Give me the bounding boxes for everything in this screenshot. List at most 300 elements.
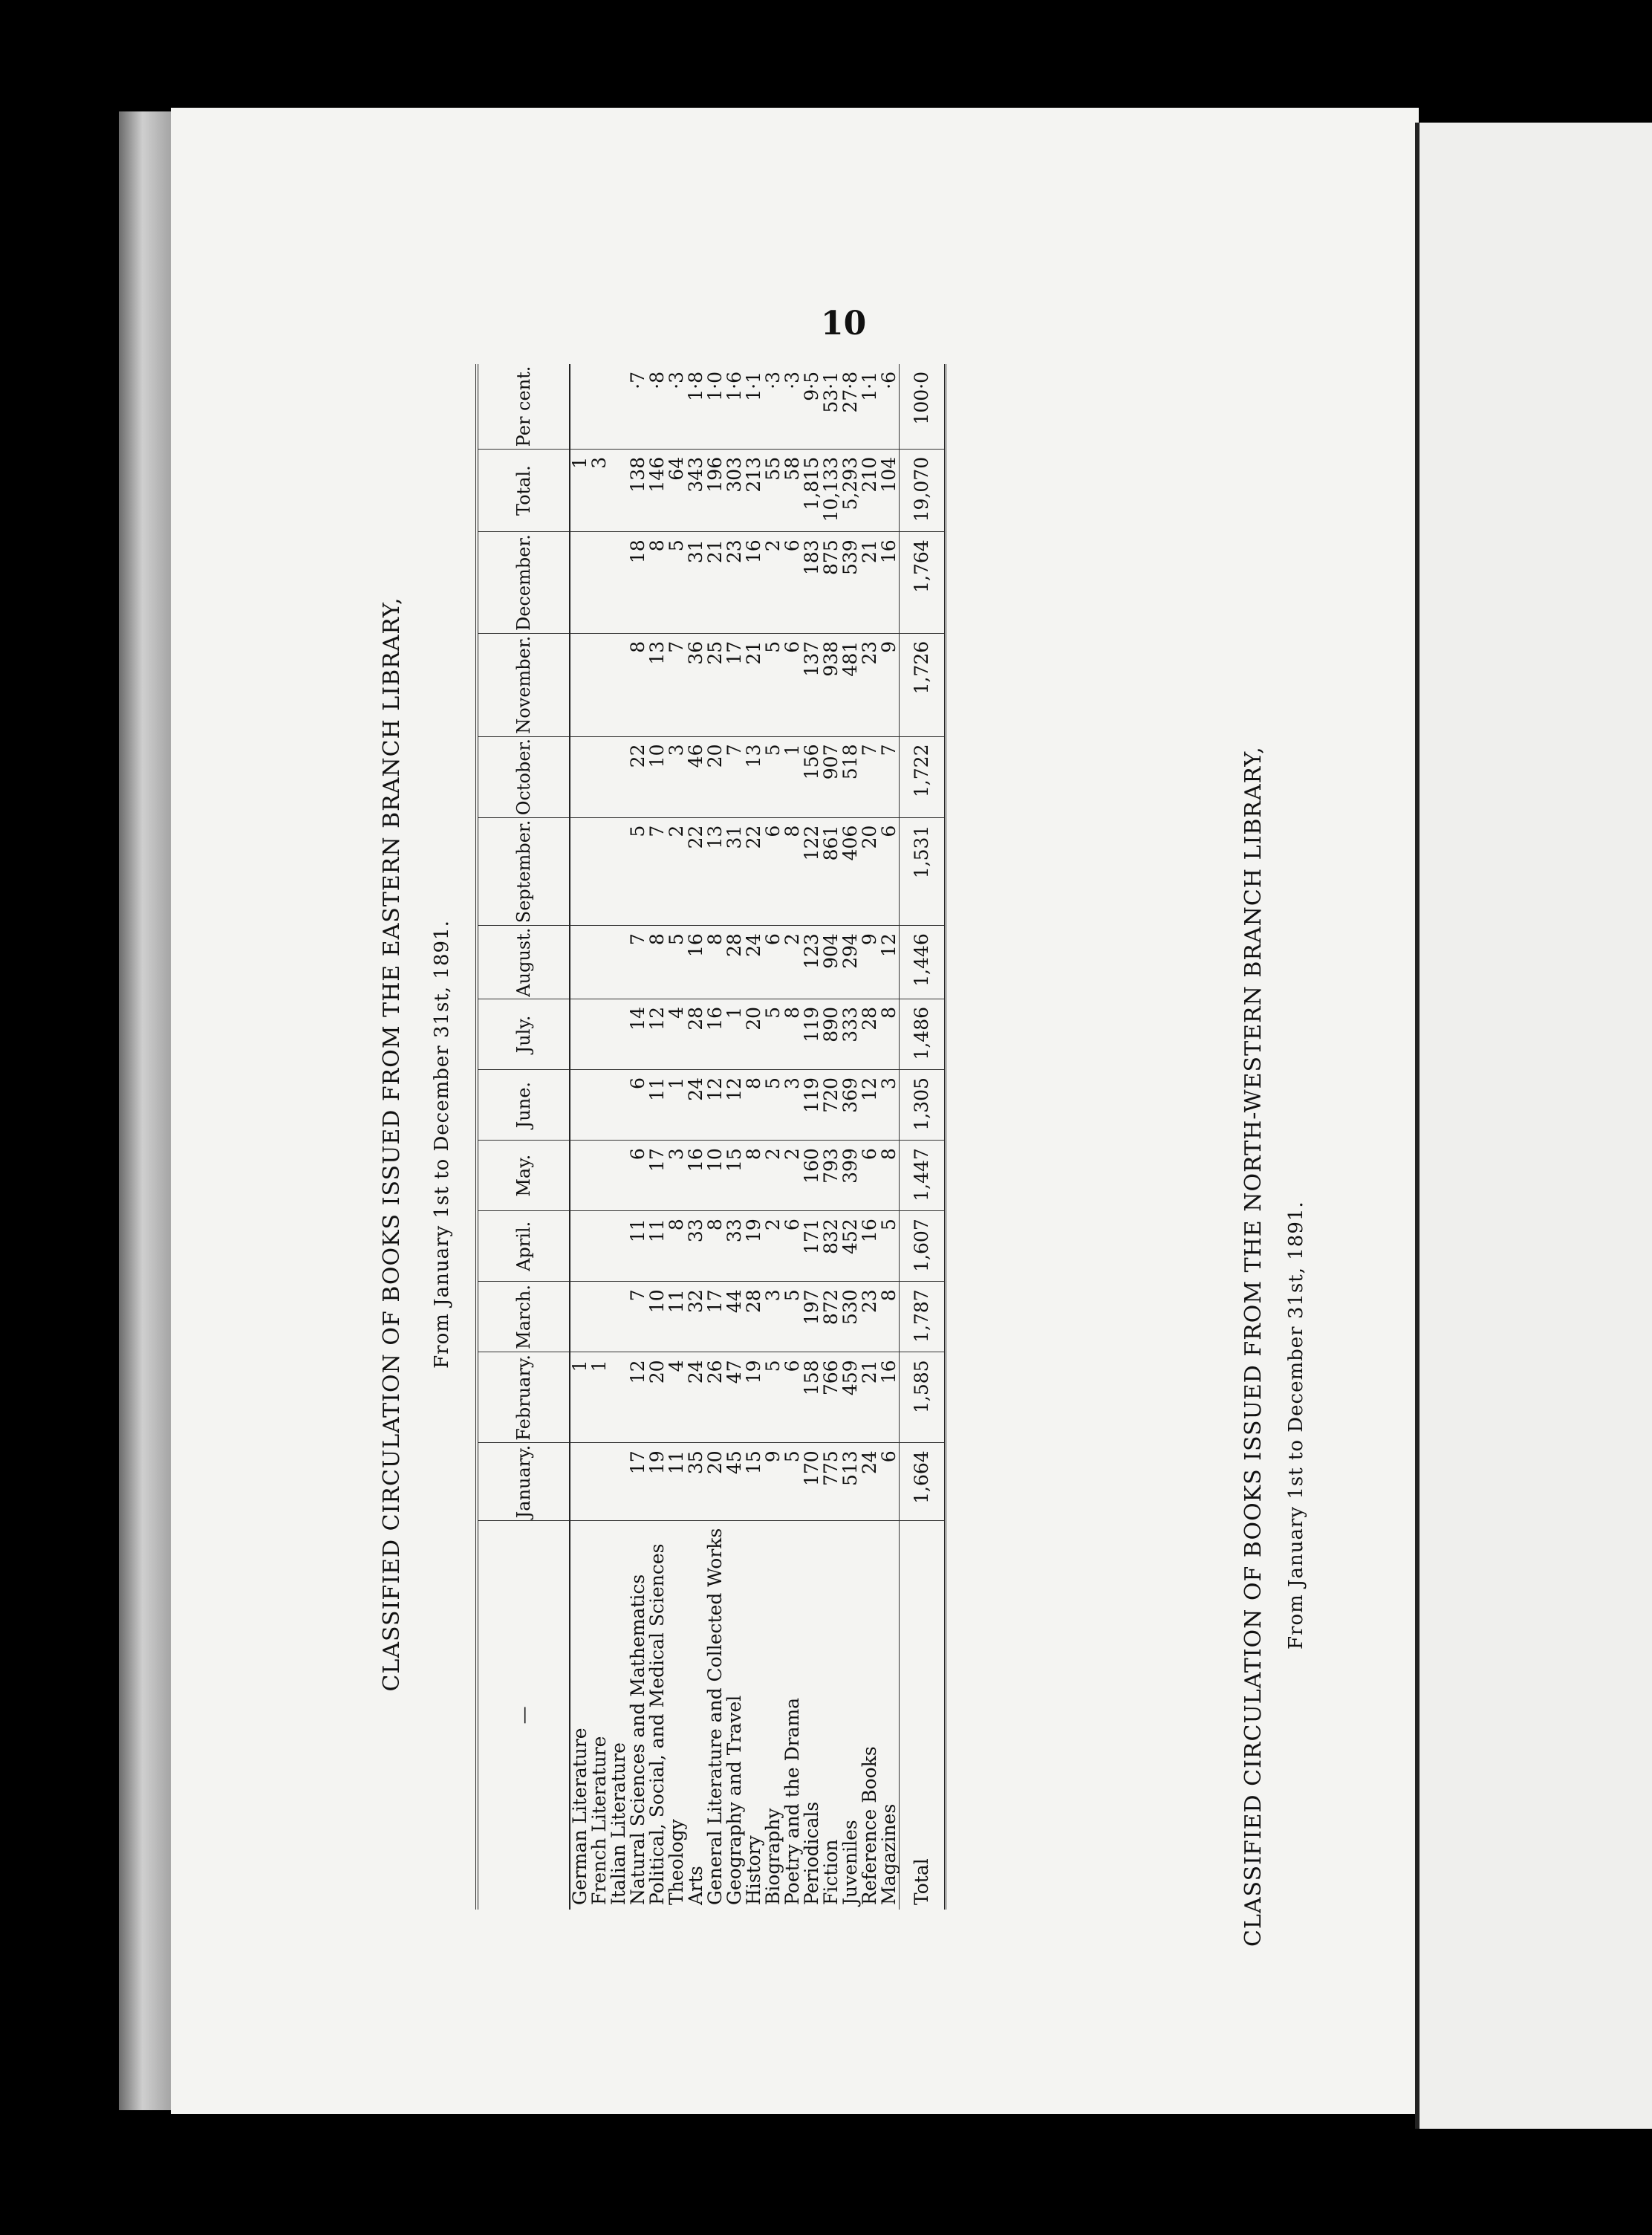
table-cell: 213	[744, 449, 764, 531]
table-cell: 22	[744, 817, 764, 926]
table-cell: 27·8	[841, 364, 860, 449]
table-cell: 10	[648, 1282, 667, 1352]
table-cell: 1	[667, 1070, 686, 1141]
table-cell: 3	[879, 1070, 900, 1141]
table-cell: 17	[725, 633, 744, 736]
table-cell: 3	[783, 1070, 802, 1141]
table-cell: 28	[744, 1282, 764, 1352]
table-cell: 1,607	[900, 1211, 946, 1282]
page-number: 10	[821, 305, 867, 343]
table-cell: 832	[822, 1211, 841, 1282]
table-cell	[590, 1070, 609, 1141]
category-label: Italian Literature	[608, 1742, 629, 1905]
table-cell: 7	[879, 736, 900, 817]
table-cell: 766	[822, 1352, 841, 1443]
column-header: March.	[477, 1282, 570, 1352]
table-row	[648, 364, 667, 1910]
table-cell: 160	[802, 1141, 822, 1211]
table-cell: 11	[667, 1443, 686, 1520]
table-cell: 146	[648, 449, 667, 531]
table-cell: 26	[706, 1352, 725, 1443]
table-cell: 5	[667, 532, 686, 634]
table-cell: 196	[706, 449, 725, 531]
table-cell	[609, 449, 628, 531]
table-cell	[590, 1443, 609, 1520]
table-cell	[609, 999, 628, 1069]
table-cell	[609, 633, 628, 736]
table-cell: 1,815	[802, 449, 822, 531]
table-cell: 8	[879, 1141, 900, 1211]
table-cell	[590, 926, 609, 999]
table-cell: 33	[725, 1211, 744, 1282]
table-cell: 122	[802, 817, 822, 926]
category-label: Magazines	[878, 1803, 900, 1905]
table-cell	[570, 1282, 590, 1352]
table-cell: 10	[706, 1141, 725, 1211]
column-header: July.	[477, 999, 570, 1069]
table-row	[686, 364, 706, 1910]
table-cell: 22	[628, 736, 648, 817]
table-cell	[609, 1352, 628, 1443]
table-cell: 7	[648, 817, 667, 926]
table-cell: 8	[783, 999, 802, 1069]
table-cell: 15	[744, 1443, 764, 1520]
table-cell: 11	[648, 1070, 667, 1141]
table2-title: CLASSIFIED CIRCULATION OF BOOKS ISSUED FROM THE NORTH-WESTERN BRANCH LIBRARY,	[1240, 746, 1266, 1947]
table-cell: 3	[667, 1141, 686, 1211]
table-cell: 7	[860, 736, 879, 817]
category-label: French Literature	[588, 1736, 610, 1905]
table-cell: 20	[706, 736, 725, 817]
category-label: Fiction	[820, 1839, 842, 1905]
table-cell: 1,305	[900, 1070, 946, 1141]
table-cell	[590, 1282, 609, 1352]
table-cell: 7	[725, 736, 744, 817]
corner-header: —	[513, 1706, 534, 1725]
category-label: Natural Sciences and Mathematics	[627, 1574, 648, 1905]
column-header: December.	[477, 532, 570, 634]
table-cell: 17	[648, 1141, 667, 1211]
table-cell: 14	[628, 999, 648, 1069]
table-cell: 17	[706, 1282, 725, 1352]
table-cell: 406	[841, 817, 860, 926]
table-cell: 1	[590, 1352, 609, 1443]
table-cell: 6	[783, 633, 802, 736]
table-cell: 399	[841, 1141, 860, 1211]
table-cell	[590, 532, 609, 634]
table-cell	[570, 817, 590, 926]
table-cell: 4	[667, 1352, 686, 1443]
table-row	[590, 364, 609, 1910]
table-cell: 481	[841, 633, 860, 736]
table-cell: 530	[841, 1282, 860, 1352]
table-cell	[570, 532, 590, 634]
table-cell: 513	[841, 1443, 860, 1520]
table2-subtitle: From January 1st to December 31st, 1891.	[1285, 1201, 1307, 1650]
column-header: April.	[477, 1211, 570, 1282]
table-cell: 3	[667, 736, 686, 817]
table-cell: 8	[706, 1211, 725, 1282]
category-label: Periodicals	[801, 1801, 822, 1905]
column-header: September.	[477, 817, 570, 926]
table-cell: 1	[570, 449, 590, 531]
table-cell	[590, 633, 609, 736]
table-cell: 24	[686, 1070, 706, 1141]
table-cell: 1,722	[900, 736, 946, 817]
table-cell: 303	[725, 449, 744, 531]
table-cell: 58	[783, 449, 802, 531]
table-cell: 20	[706, 1443, 725, 1520]
table-cell: 2	[764, 1211, 783, 1282]
table-header-row	[477, 364, 570, 1910]
table-cell: 13	[648, 633, 667, 736]
table-cell: 452	[841, 1211, 860, 1282]
table-cell: 6	[879, 1443, 900, 1520]
eastern-circulation-table	[475, 364, 946, 1910]
table-cell: 31	[725, 817, 744, 926]
table-row	[802, 364, 822, 1910]
table-row	[783, 364, 802, 1910]
table-cell	[590, 1211, 609, 1282]
table-cell: 2	[667, 817, 686, 926]
table-cell: 24	[686, 1352, 706, 1443]
table-cell: 13	[744, 736, 764, 817]
table-cell: 17	[628, 1443, 648, 1520]
table-cell	[590, 736, 609, 817]
table-cell: 35	[686, 1443, 706, 1520]
table-cell: ·3	[783, 364, 802, 449]
category-label: Biography	[762, 1808, 784, 1905]
table-row	[609, 364, 628, 1910]
table-cell: 18	[628, 532, 648, 634]
table-cell: 861	[822, 817, 841, 926]
table-cell: 11	[667, 1282, 686, 1352]
table-cell: 720	[822, 1070, 841, 1141]
table-cell	[570, 364, 590, 449]
table-cell: 5	[764, 736, 783, 817]
table-cell	[609, 1141, 628, 1211]
table-cell: 210	[860, 449, 879, 531]
table-cell: 170	[802, 1443, 822, 1520]
table-cell: 28	[686, 999, 706, 1069]
table-cell: ·6	[879, 364, 900, 449]
table-cell: 1,446	[900, 926, 946, 999]
table-cell: 19	[648, 1443, 667, 1520]
table-cell: 1,531	[900, 817, 946, 926]
table-cell: 9	[860, 926, 879, 999]
table-cell: 6	[879, 817, 900, 926]
table-cell: 8	[648, 532, 667, 634]
table-cell: 8	[667, 1211, 686, 1282]
table-row	[841, 364, 860, 1910]
table-cell: 1·1	[860, 364, 879, 449]
table-cell: 19	[744, 1211, 764, 1282]
table-cell	[609, 1443, 628, 1520]
table-cell: 8	[744, 1141, 764, 1211]
table-cell: 1	[725, 999, 744, 1069]
table-cell: 5	[764, 1070, 783, 1141]
table-cell: 6	[628, 1141, 648, 1211]
table-cell	[590, 1141, 609, 1211]
table-cell: 53·1	[822, 364, 841, 449]
table-cell: 12	[879, 926, 900, 999]
table-cell: 5	[764, 999, 783, 1069]
table-cell: 1	[570, 1352, 590, 1443]
table-cell: 1,664	[900, 1443, 946, 1520]
table-cell: 1,447	[900, 1141, 946, 1211]
table-cell: 24	[860, 1443, 879, 1520]
table-cell: 9·5	[802, 364, 822, 449]
table-cell: 16	[860, 1211, 879, 1282]
table-cell: 3	[764, 1282, 783, 1352]
table-cell: 6	[783, 1211, 802, 1282]
column-header: Per cent.	[477, 364, 570, 449]
table-cell: 1,726	[900, 633, 946, 736]
table-cell: 890	[822, 999, 841, 1069]
table-cell: 197	[802, 1282, 822, 1352]
column-header: February.	[477, 1352, 570, 1443]
table-cell	[590, 364, 609, 449]
category-label: Poetry and the Drama	[781, 1697, 803, 1905]
total-row	[900, 364, 946, 1910]
table-cell: 16	[879, 1352, 900, 1443]
table-cell: 7	[667, 633, 686, 736]
table-cell: 343	[686, 449, 706, 531]
column-header: October.	[477, 736, 570, 817]
table-cell: 8	[879, 1282, 900, 1352]
table-cell	[570, 736, 590, 817]
table-cell	[609, 1211, 628, 1282]
table-cell: 9	[879, 633, 900, 736]
table-cell: 16	[706, 999, 725, 1069]
table-cell: 33	[686, 1211, 706, 1282]
table-cell: 119	[802, 999, 822, 1069]
category-label: Reference Books	[859, 1746, 880, 1905]
table-cell	[570, 1141, 590, 1211]
table-cell: 64	[667, 449, 686, 531]
table-cell: 32	[686, 1282, 706, 1352]
table-cell: 5	[764, 1352, 783, 1443]
column-header: May.	[477, 1141, 570, 1211]
table-cell: 23	[860, 633, 879, 736]
table-row	[860, 364, 879, 1910]
category-label: Geography and Travel	[723, 1695, 745, 1905]
table-cell	[570, 1211, 590, 1282]
table-cell	[609, 817, 628, 926]
table-cell: 11	[648, 1211, 667, 1282]
category-label: Political, Social, and Medical Sciences	[646, 1543, 668, 1905]
table-row	[822, 364, 841, 1910]
table-cell: 793	[822, 1141, 841, 1211]
table-cell: 8	[879, 999, 900, 1069]
table-cell	[609, 926, 628, 999]
table-cell: 12	[860, 1070, 879, 1141]
table-cell: 137	[802, 633, 822, 736]
table-cell: 158	[802, 1352, 822, 1443]
table-cell: ·3	[667, 364, 686, 449]
table-cell: 138	[628, 449, 648, 531]
table-cell: 22	[686, 817, 706, 926]
table-cell: ·7	[628, 364, 648, 449]
table-cell: 25	[706, 633, 725, 736]
table-cell: 4	[667, 999, 686, 1069]
column-header: August.	[477, 926, 570, 999]
table-cell: 775	[822, 1443, 841, 1520]
table-cell: 23	[860, 1282, 879, 1352]
table-cell: 45	[725, 1443, 744, 1520]
table-cell: 1,787	[900, 1282, 946, 1352]
table-cell: 294	[841, 926, 860, 999]
table-row	[744, 364, 764, 1910]
table-cell	[570, 633, 590, 736]
table1-subtitle: From January 1st to December 31st, 1891.	[431, 920, 453, 1369]
column-header: January.	[477, 1443, 570, 1520]
table-cell: 100·0	[900, 364, 946, 449]
table-cell: 2	[783, 1141, 802, 1211]
table-cell	[609, 1070, 628, 1141]
table-cell	[570, 1070, 590, 1141]
table-cell: 12	[725, 1070, 744, 1141]
table-cell: 459	[841, 1352, 860, 1443]
table-cell: 21	[706, 532, 725, 634]
table-cell: ·3	[764, 364, 783, 449]
table-cell: 9	[764, 1443, 783, 1520]
table-cell: 183	[802, 532, 822, 634]
table-cell	[570, 1443, 590, 1520]
table-cell: 8	[706, 926, 725, 999]
table-cell: 28	[860, 999, 879, 1069]
table-cell: 1	[783, 736, 802, 817]
table-cell: 1,764	[900, 532, 946, 634]
table-cell: 5	[879, 1211, 900, 1282]
table-cell: 7	[628, 926, 648, 999]
table-cell: 8	[783, 817, 802, 926]
table-cell: 16	[686, 1141, 706, 1211]
table-cell: 6	[764, 817, 783, 926]
category-label: German Literature	[569, 1728, 591, 1905]
table-cell: 6	[783, 1352, 802, 1443]
table-cell: 12	[648, 999, 667, 1069]
column-header: June.	[477, 1070, 570, 1141]
table-cell: 20	[744, 999, 764, 1069]
table-row	[725, 364, 744, 1910]
table-cell: 5	[783, 1443, 802, 1520]
table-cell: 20	[860, 817, 879, 926]
table-cell: 24	[744, 926, 764, 999]
book-page-edge	[119, 111, 178, 2110]
table-cell: 1·6	[725, 364, 744, 449]
table-cell: 5	[628, 817, 648, 926]
table-cell: 46	[686, 736, 706, 817]
table-cell	[609, 736, 628, 817]
right-page	[1415, 123, 1652, 2129]
category-label: Total	[900, 1520, 946, 1910]
table-row	[628, 364, 648, 1910]
category-label: Juveniles	[839, 1820, 861, 1905]
table-cell: 3	[590, 449, 609, 531]
table-cell	[609, 1282, 628, 1352]
table-cell: 12	[706, 1070, 725, 1141]
table-cell: 123	[802, 926, 822, 999]
table-cell: 1·0	[706, 364, 725, 449]
table-cell: 13	[706, 817, 725, 926]
table-cell: 904	[822, 926, 841, 999]
table-cell: 11	[628, 1211, 648, 1282]
table-cell: 16	[879, 532, 900, 634]
table-cell: 1,585	[900, 1352, 946, 1443]
table-cell: 36	[686, 633, 706, 736]
table-cell: 19,070	[900, 449, 946, 531]
table-cell: 6	[764, 926, 783, 999]
table-cell	[570, 926, 590, 999]
column-header: Total.	[477, 449, 570, 531]
table-cell: 875	[822, 532, 841, 634]
table-cell: 20	[648, 1352, 667, 1443]
table-cell	[609, 364, 628, 449]
table-cell: 6	[783, 532, 802, 634]
table-row	[667, 364, 686, 1910]
table-cell	[590, 999, 609, 1069]
table-row	[764, 364, 783, 1910]
table-cell: 369	[841, 1070, 860, 1141]
table-cell: 47	[725, 1352, 744, 1443]
table-cell: 16	[686, 926, 706, 999]
table-cell: ·8	[648, 364, 667, 449]
table-cell: 156	[802, 736, 822, 817]
table1-title: CLASSIFIED CIRCULATION OF BOOKS ISSUED FROM THE EASTERN BRANCH LIBRARY,	[379, 597, 405, 1692]
table-cell: 8	[628, 633, 648, 736]
table-cell: 5,293	[841, 449, 860, 531]
table-row	[570, 364, 590, 1910]
table-row	[879, 364, 900, 1910]
table-cell: 1·8	[686, 364, 706, 449]
table-cell: 872	[822, 1282, 841, 1352]
table-cell: 10,133	[822, 449, 841, 531]
table-cell	[590, 817, 609, 926]
table-cell: 44	[725, 1282, 744, 1352]
table-cell	[570, 999, 590, 1069]
table-cell: 7	[628, 1282, 648, 1352]
column-header: November.	[477, 633, 570, 736]
table-cell: 28	[725, 926, 744, 999]
table-cell: 333	[841, 999, 860, 1069]
table-cell: 21	[860, 1352, 879, 1443]
table-cell: 104	[879, 449, 900, 531]
table-cell: 119	[802, 1070, 822, 1141]
table-cell: 23	[725, 532, 744, 634]
table-cell: 16	[744, 532, 764, 634]
table-cell: 171	[802, 1211, 822, 1282]
table-cell: 2	[764, 1141, 783, 1211]
table-cell: 8	[744, 1070, 764, 1141]
table-cell: 907	[822, 736, 841, 817]
table-cell: 21	[744, 633, 764, 736]
table-cell: 6	[860, 1141, 879, 1211]
table-cell: 2	[783, 926, 802, 999]
table-cell: 6	[628, 1070, 648, 1141]
eastern-branch-section	[379, 357, 1344, 1932]
table-cell: 5	[764, 633, 783, 736]
table-cell: 31	[686, 532, 706, 634]
table-cell: 5	[783, 1282, 802, 1352]
table-cell	[609, 532, 628, 634]
table-cell: 21	[860, 532, 879, 634]
table-cell: 5	[667, 926, 686, 999]
category-label: History	[743, 1835, 764, 1905]
table-cell: 518	[841, 736, 860, 817]
category-label: General Literature and Collected Works	[704, 1528, 726, 1905]
table-cell: 1,486	[900, 999, 946, 1069]
